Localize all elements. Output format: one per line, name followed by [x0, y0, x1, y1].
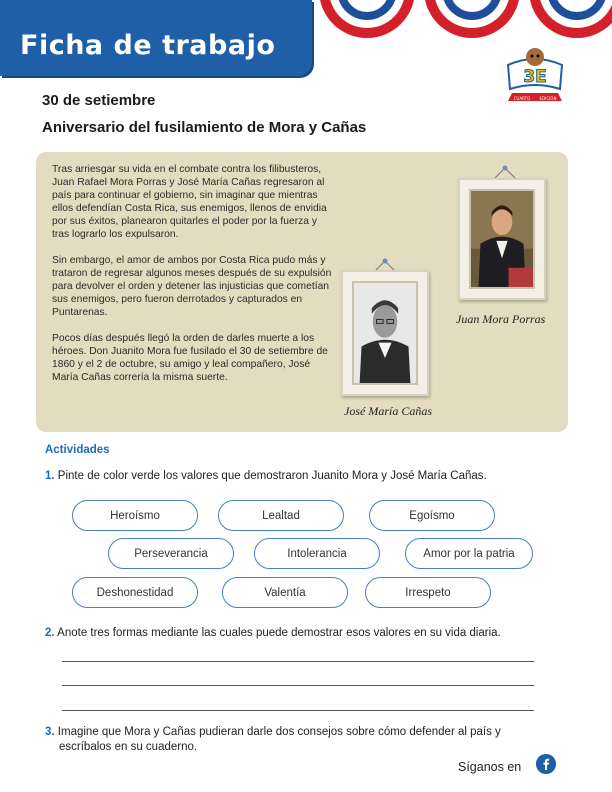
- value-pill[interactable]: Amor por la patria: [405, 538, 533, 569]
- logo-band-left: CUARTO: [513, 96, 531, 101]
- value-pill[interactable]: Deshonestidad: [72, 577, 198, 608]
- portrait-frame-mora: [458, 178, 546, 300]
- question-text-continued: escríbalos en su cuaderno.: [59, 741, 198, 753]
- question-text: Pinte de color verde los valores que demostraron Juanito Mora y José María Cañas.: [57, 470, 487, 482]
- value-pill[interactable]: Valentía: [222, 577, 348, 608]
- facebook-icon[interactable]: [536, 754, 556, 774]
- value-pill[interactable]: Heroísmo: [72, 500, 198, 531]
- value-pill[interactable]: Egoísmo: [369, 500, 495, 531]
- value-pill[interactable]: Intolerancia: [254, 538, 380, 569]
- value-pill[interactable]: Perseverancia: [108, 538, 234, 569]
- story-text: [52, 163, 337, 397]
- question-number: 3.: [45, 726, 55, 738]
- publisher-logo: [500, 45, 570, 107]
- activities-heading: Actividades: [45, 444, 110, 456]
- portrait-canas-caption: José María Cañas: [344, 404, 432, 418]
- question-2: [45, 626, 501, 641]
- question-number: 1.: [45, 470, 55, 482]
- rosette-1: [319, 0, 415, 38]
- portrait-mora-image: [471, 191, 533, 287]
- answer-line[interactable]: [62, 685, 534, 686]
- question-number: 2.: [45, 627, 55, 639]
- question-text: Anote tres formas mediante las cuales puede demostrar esos valores en su vida diaria.: [57, 627, 501, 639]
- value-pill[interactable]: Irrespeto: [365, 577, 491, 608]
- rosette-decoration: [312, 0, 612, 42]
- logo-text: 3E: [523, 67, 547, 87]
- page-title: Ficha de trabajo: [20, 30, 276, 61]
- logo-band-right: EDICIÓN: [539, 96, 557, 101]
- portrait-mora-caption: Juan Mora Porras: [456, 312, 546, 326]
- question-text: Imagine que Mora y Cañas pudieran darle dos consejos sobre cómo defender al país y: [57, 726, 501, 738]
- portrait-frame-canas: [341, 270, 429, 396]
- rosette-3: [529, 0, 612, 38]
- question-3: [45, 725, 501, 755]
- main-heading: Aniversario del fusilamiento de Mora y Cañas: [42, 119, 367, 136]
- follow-us-text: Síganos en: [458, 760, 522, 774]
- value-pill[interactable]: Lealtad: [218, 500, 344, 531]
- portrait-canas-image: [354, 283, 416, 383]
- rosette-2: [424, 0, 520, 38]
- story-paragraph: Tras arriesgar su vida en el combate contra los filibusteros, Juan Rafael Mora Porras y José María Cañas regresaron al país para continuar el gobierno, sin imaginar que mientras ellos defendían Costa Rica, sus enemigos, llenos de envidia por sus éxitos, planearon quitarles el poder por la fuerza y tras lograrlo los expulsaron.: [52, 164, 327, 240]
- story-paragraph: Sin embargo, el amor de ambos por Costa Rica pudo más y trataron de regresar algunos meses después de su expulsión para devolver el orden y detener las injusticias que cometían sus enemigos, pero fueron derrotados y capturados en Puntarenas.: [52, 255, 332, 318]
- question-1: [45, 469, 487, 484]
- story-paragraph: Pocos días después llegó la orden de darles muerte a los héroes. Don Juanito Mora fue fusilado el 30 de setiembre de 1860 y el 2 de octubre, su amigo y leal compañero, José María Cañas correría la misma suerte.: [52, 333, 328, 383]
- date-heading: 30 de setiembre: [42, 92, 156, 109]
- answer-line[interactable]: [62, 710, 534, 711]
- answer-line[interactable]: [62, 661, 534, 662]
